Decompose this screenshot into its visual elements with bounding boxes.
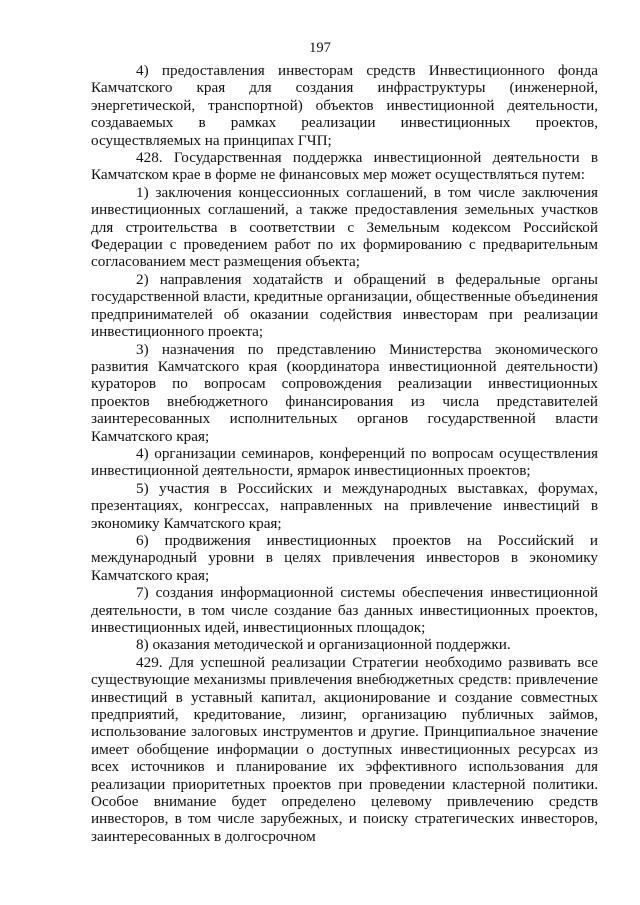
paragraph-429: 429. Для успешной реализации Стратегии необходимо развивать все существующие механизмы привлечения внебюджетных средств: привлечение инвестиций в уставный капитал, акционирование и создание совместных предприятий, кредитование, лизинг, организацию публичных займов, использование залоговых инструментов и другие. Принципиальное значение имеет обобщение информации о доступных инвестиционных ресурсах из всех источников и планирование их эффективного использования для реализации приоритетных проектов при проведении кластерной политики. Особое внимание будет определено целевому привлечению средств инвесторов, в том числе зарубежных, и поиску стратегических инвесторов, заинтересованных в долгосрочном	[91, 653, 598, 845]
list-item-2: 2) направления ходатайств и обращений в федеральные органы государственной власти, кредитные организации, общественные объединения предпринимателей об оказании содействия инвесторам при реализации инвестиционного проекта;	[91, 270, 598, 341]
list-item-5: 5) участия в Российских и международных выставках, форумах, презентациях, конгрессах, направленных на привлечение инвестиций в экономику Камчатского края;	[91, 479, 598, 532]
page-number: 197	[309, 40, 331, 56]
list-item-4: 4) организации семинаров, конференций по вопросам осуществления инвестиционной деятельности, ярмарок инвестиционных проектов;	[91, 444, 598, 480]
list-item-7: 7) создания информационной системы обеспечения инвестиционной деятельности, в том числе создание баз данных инвестиционных проектов, инвестиционных идей, инвестиционных площадок;	[91, 584, 598, 636]
list-item-1: 1) заключения концессионных соглашений, в том числе заключения инвестиционных соглашений, а также предоставления земельных участков для строительства в соответствии с Земельным кодексом Российской Федерации с проведением работ по их формированию с предварительным согласованием мест размещения объекта;	[91, 183, 598, 271]
paragraph-428: 428. Государственная поддержка инвестиционной деятельности в Камчатском крае в форме не финансовых мер может осуществляться путем:	[91, 149, 598, 184]
document-body	[91, 62, 598, 845]
paragraph-item-4-infrastructure: 4) предоставления инвесторам средств Инвестиционного фонда Камчатского края для создания инфраструктуры (инженерной, энергетической, транспортной) объектов инвестиционной деятельности, создаваемых в рамках реализации инвестиционных проектов, осуществляемых на принципах ГЧП;	[91, 62, 598, 149]
list-item-3: 3) назначения по представлению Министерства экономического развития Камчатского края (координатора инвестиционной деятельности) кураторов по вопросам сопровождения реализации инвестиционных проектов внебюджетного финансирования из числа представителей заинтересованных исполнительных органов государственной власти Камчатского края;	[91, 340, 598, 445]
list-item-6: 6) продвижения инвестиционных проектов на Российский и международный уровни в целях привлечения инвесторов в экономику Камчатского края;	[91, 531, 598, 584]
list-item-8: 8) оказания методической и организационной поддержки.	[136, 636, 511, 654]
